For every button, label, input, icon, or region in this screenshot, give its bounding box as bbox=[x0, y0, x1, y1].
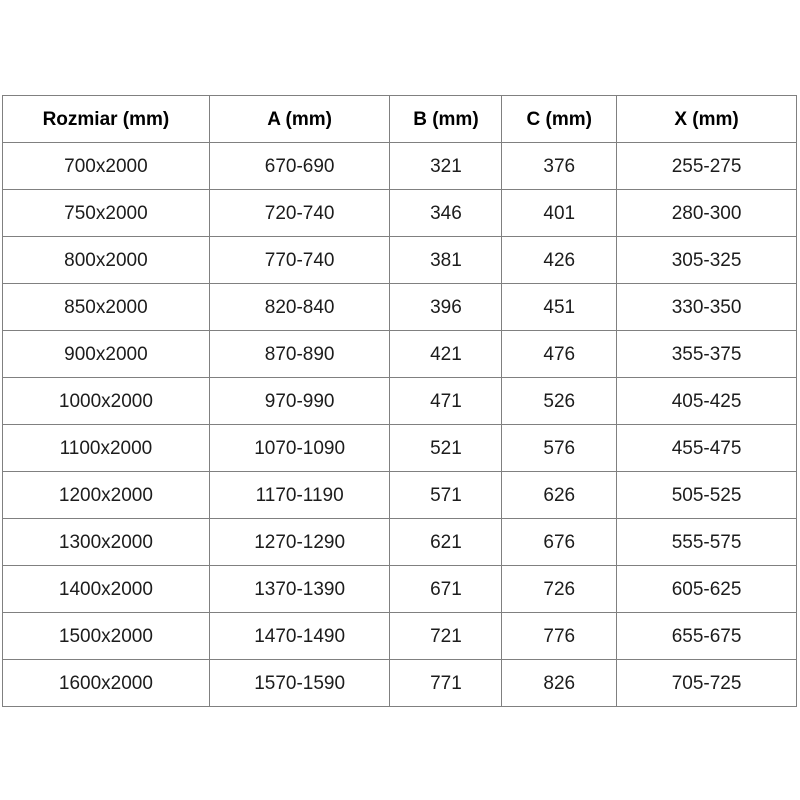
table-cell-r11-c0: 1600x2000 bbox=[3, 660, 210, 707]
table-cell-r7-c1: 1170-1190 bbox=[209, 472, 390, 519]
table-cell-r10-c2: 721 bbox=[390, 613, 502, 660]
table-row-1200x2000 bbox=[3, 472, 797, 519]
table-cell-r3-c1: 820-840 bbox=[209, 284, 390, 331]
table-row-700x2000 bbox=[3, 143, 797, 190]
column-header-a-mm: A (mm) bbox=[209, 96, 390, 143]
table-cell-r6-c3: 576 bbox=[502, 425, 617, 472]
table-cell-r5-c3: 526 bbox=[502, 378, 617, 425]
table-cell-r0-c3: 376 bbox=[502, 143, 617, 190]
table-cell-r8-c3: 676 bbox=[502, 519, 617, 566]
table-cell-r4-c2: 421 bbox=[390, 331, 502, 378]
table-cell-r7-c0: 1200x2000 bbox=[3, 472, 210, 519]
table-row-1500x2000 bbox=[3, 613, 797, 660]
table-cell-r10-c1: 1470-1490 bbox=[209, 613, 390, 660]
table-cell-r5-c2: 471 bbox=[390, 378, 502, 425]
table-cell-r6-c2: 521 bbox=[390, 425, 502, 472]
table-cell-r6-c4: 455-475 bbox=[617, 425, 797, 472]
column-header-c-mm: C (mm) bbox=[502, 96, 617, 143]
table-cell-r1-c1: 720-740 bbox=[209, 190, 390, 237]
table-header bbox=[3, 96, 797, 143]
table-cell-r5-c4: 405-425 bbox=[617, 378, 797, 425]
size-table-container bbox=[2, 95, 797, 702]
table-cell-r0-c1: 670-690 bbox=[209, 143, 390, 190]
table-row-750x2000 bbox=[3, 190, 797, 237]
table-cell-r6-c0: 1100x2000 bbox=[3, 425, 210, 472]
column-header-b-mm: B (mm) bbox=[390, 96, 502, 143]
table-cell-r3-c3: 451 bbox=[502, 284, 617, 331]
table-cell-r7-c3: 626 bbox=[502, 472, 617, 519]
table-cell-r1-c0: 750x2000 bbox=[3, 190, 210, 237]
table-cell-r11-c1: 1570-1590 bbox=[209, 660, 390, 707]
table-cell-r1-c3: 401 bbox=[502, 190, 617, 237]
table-cell-r7-c2: 571 bbox=[390, 472, 502, 519]
table-cell-r7-c4: 505-525 bbox=[617, 472, 797, 519]
table-cell-r9-c3: 726 bbox=[502, 566, 617, 613]
table-cell-r11-c2: 771 bbox=[390, 660, 502, 707]
table-cell-r10-c3: 776 bbox=[502, 613, 617, 660]
table-cell-r4-c0: 900x2000 bbox=[3, 331, 210, 378]
table-cell-r2-c3: 426 bbox=[502, 237, 617, 284]
table-cell-r0-c0: 700x2000 bbox=[3, 143, 210, 190]
table-row-1100x2000 bbox=[3, 425, 797, 472]
table-cell-r3-c2: 396 bbox=[390, 284, 502, 331]
table-cell-r2-c1: 770-740 bbox=[209, 237, 390, 284]
table-row-850x2000 bbox=[3, 284, 797, 331]
table-cell-r10-c0: 1500x2000 bbox=[3, 613, 210, 660]
table-body bbox=[3, 143, 797, 707]
table-cell-r11-c3: 826 bbox=[502, 660, 617, 707]
table-row-800x2000 bbox=[3, 237, 797, 284]
table-cell-r6-c1: 1070-1090 bbox=[209, 425, 390, 472]
table-cell-r0-c2: 321 bbox=[390, 143, 502, 190]
table-cell-r9-c4: 605-625 bbox=[617, 566, 797, 613]
table-cell-r5-c1: 970-990 bbox=[209, 378, 390, 425]
table-cell-r2-c2: 381 bbox=[390, 237, 502, 284]
table-row-1300x2000 bbox=[3, 519, 797, 566]
table-cell-r3-c0: 850x2000 bbox=[3, 284, 210, 331]
table-cell-r3-c4: 330-350 bbox=[617, 284, 797, 331]
header-row bbox=[3, 96, 797, 143]
table-cell-r10-c4: 655-675 bbox=[617, 613, 797, 660]
table-cell-r0-c4: 255-275 bbox=[617, 143, 797, 190]
table-cell-r5-c0: 1000x2000 bbox=[3, 378, 210, 425]
table-row-1000x2000 bbox=[3, 378, 797, 425]
table-cell-r1-c2: 346 bbox=[390, 190, 502, 237]
column-header-rozmiar-mm: Rozmiar (mm) bbox=[3, 96, 210, 143]
table-cell-r8-c4: 555-575 bbox=[617, 519, 797, 566]
table-cell-r8-c0: 1300x2000 bbox=[3, 519, 210, 566]
table-cell-r4-c4: 355-375 bbox=[617, 331, 797, 378]
table-cell-r4-c1: 870-890 bbox=[209, 331, 390, 378]
size-table bbox=[2, 95, 797, 707]
column-header-x-mm: X (mm) bbox=[617, 96, 797, 143]
table-row-1600x2000 bbox=[3, 660, 797, 707]
table-cell-r8-c1: 1270-1290 bbox=[209, 519, 390, 566]
table-row-1400x2000 bbox=[3, 566, 797, 613]
table-cell-r9-c0: 1400x2000 bbox=[3, 566, 210, 613]
table-cell-r2-c4: 305-325 bbox=[617, 237, 797, 284]
table-cell-r4-c3: 476 bbox=[502, 331, 617, 378]
table-cell-r9-c2: 671 bbox=[390, 566, 502, 613]
table-cell-r1-c4: 280-300 bbox=[617, 190, 797, 237]
table-cell-r8-c2: 621 bbox=[390, 519, 502, 566]
table-cell-r9-c1: 1370-1390 bbox=[209, 566, 390, 613]
table-cell-r11-c4: 705-725 bbox=[617, 660, 797, 707]
table-row-900x2000 bbox=[3, 331, 797, 378]
table-cell-r2-c0: 800x2000 bbox=[3, 237, 210, 284]
